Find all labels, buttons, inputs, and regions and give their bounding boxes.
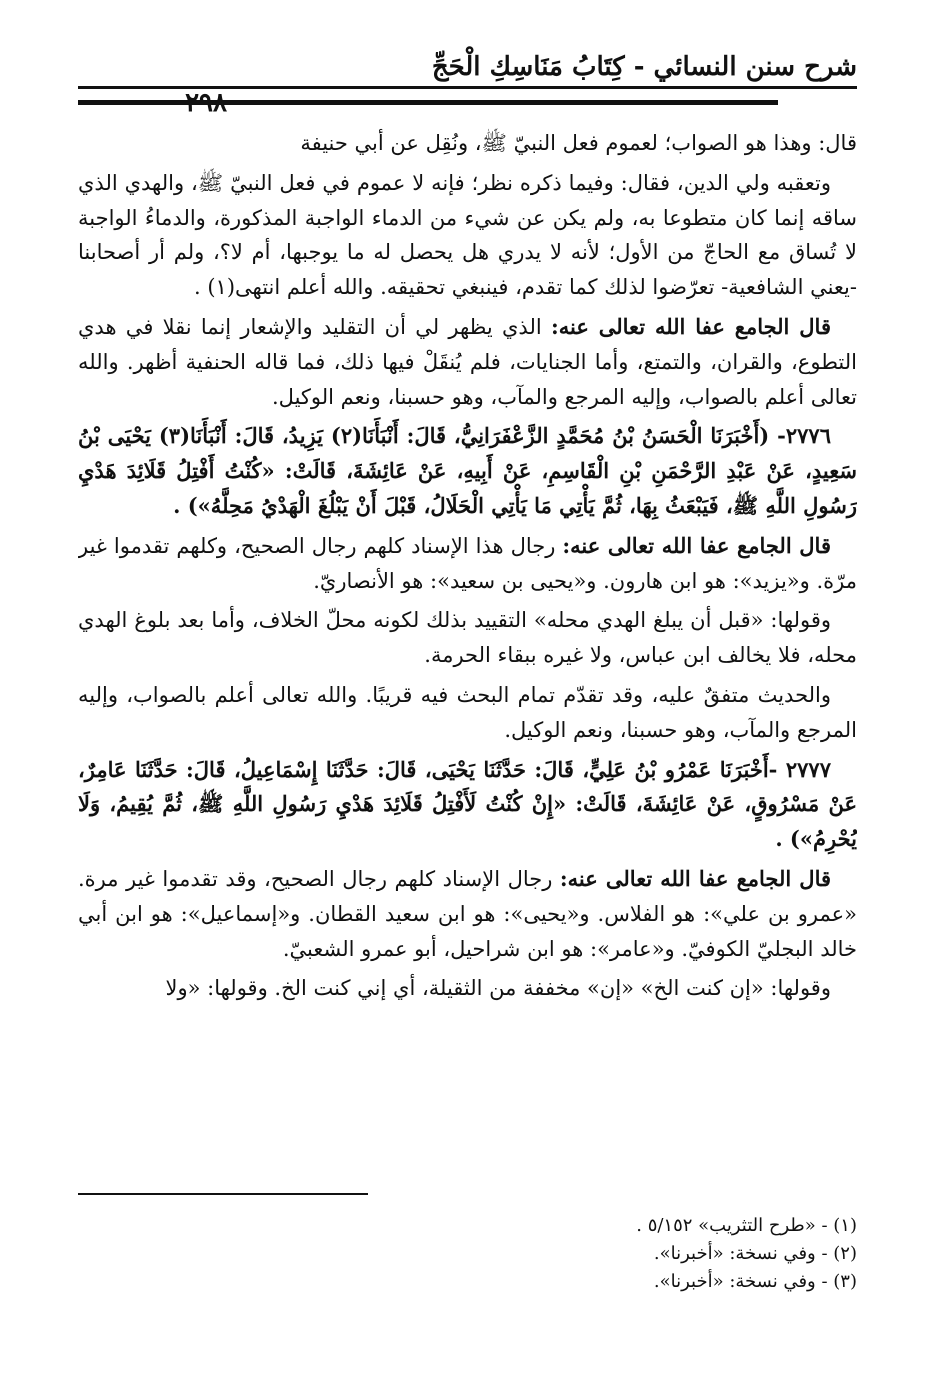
hadith-2777: ٢٧٧٧ -أَخْبَرَنَا عَمْرُو بْنُ عَلِيٍّ، قَالَ: حَدَّثَنَا يَحْيَى، قَالَ: حَدَّثَنَا إِسْمَاعِيلُ، قَالَ: حَدَّثَنَا عَامِرٌ، عَنْ مَسْرُوقٍ، عَنْ عَائِشَةَ، قَالَتْ: «إِنْ كُنْتُ لَأَفْتِلُ قَلَائِدَ هَدْيِ رَسُولِ اللَّهِ ﷺ، ثُمَّ يُقِيمُ، وَلَا يُحْرِمُ») . (78, 756, 857, 852)
paragraph-quote-continuation: قال: وهذا هو الصواب؛ لعموم فعل النبيّ ﷺ، ونُقِل عن أبي حنيفة (300, 131, 857, 155)
running-header: شرح سنن النسائي - كِتَابُ مَنَاسِكِ الْحَجِّ (431, 52, 857, 82)
compiler-comment-2-text: رجال هذا الإسناد كلهم رجال الصحيح، وكلهم تقدموا غير مرّة. و«يزيد»: هو ابن هارون. و«يحيى بن سعيد»: هو الأنصاريّ. (78, 533, 857, 593)
footnotes (78, 1212, 857, 1296)
paragraph-explanation-1: وقولها: «قبل أن يبلغ الهدي محله» التقييد بذلك لكونه محلّ الخلاف، وأما بعد بلوغ الهدي محله، فلا يخالف ابن عباس، ولا غيره ببقاء الحرمة. (78, 608, 857, 668)
footnote-3: (٣) - وفي نسخة: «أخبرنا». (653, 1271, 857, 1292)
paragraph-conclusion: والحديث متفقٌ عليه، وقد تقدّم تمام البحث فيه قريبًا. والله تعالى أعلم بالصواب، وإليه المرجع والمآب، وهو حسبنا، ونعم الوكيل. (78, 682, 857, 742)
page-number-bar (78, 100, 778, 105)
footnote-2: (٢) - وفي نسخة: «أخبرنا». (653, 1243, 857, 1264)
paragraph-wali-aldin-critique: وتعقبه ولي الدين، فقال: وفيما ذكره نظر؛ فإنه لا عموم في فعل النبيّ ﷺ، والهدي الذي ساقه إنما كان متطوعا به، ولم يكن عن شيء من الدماء الواجبة المذكورة، والدماءُ الواجبة لا تُساق مع الحاجّ من الأول؛ لأنه لا يدري هل يحصل له ما يوجبها، أم لا؟، ولم أر أصحابنا -يعني الشافعية- تعرّضوا لذلك كما تقدم، فينبغي تحقيقه. والله أعلم انتهى(١) . (78, 170, 857, 300)
paragraph-compiler-comment-2 (78, 529, 857, 599)
compiler-lead-1: قال الجامع عفا الله تعالى عنه: (550, 313, 831, 339)
hadith-2776: ٢٧٧٦- (أَخْبَرَنَا الْحَسَنُ بْنُ مُحَمَّدٍ الزَّعْفَرَانِيُّ، قَالَ: أَنْبَأَنَا(٢) يَزِيدُ، قَالَ: أَنْبَأَنَا(٣) يَحْيَى بْنُ سَعِيدٍ، عَنْ عَبْدِ الرَّحْمَنِ بْنِ الْقَاسِمِ، عَنْ أَبِيهِ، عَنْ عَائِشَةَ، قَالَتْ: «كُنْتُ أَفْتِلُ قَلَائِدَ هَدْيِ رَسُولِ اللَّهِ ﷺ، فَيَبْعَثُ بِهَا، ثُمَّ يَأْتِي مَا يَأْتِي الْحَلَالُ، قَبْلَ أَنْ يَبْلُغَ الْهَدْيُ مَحِلَّهُ») . (78, 423, 857, 518)
compiler-comment-1-text: الذي يظهر لي أن التقليد والإشعار إنما نقلا في هدي التطوع، والقران، والتمتع، وأما الجنايات، فلم يُنقَلْ فيها ذلك، فما قاله الحنفية أظهر. والله تعالى أعلم بالصواب، وإليه المرجع والمآب، وهو حسبنا، ونعم الوكيل. (78, 314, 857, 409)
page-number: ٢٩٨ (185, 88, 227, 118)
compiler-comment-3-text: رجال الإسناد كلهم رجال الصحيح، وقد تقدموا غير مرة. «عمرو بن علي»: هو الفلاس. و«يحيى»: هو ابن سعيد القطان. و«إسماعيل»: هو ابن أبي خالد البجليّ الكوفيّ. و«عامر»: هو ابن شراحيل، أبو عمرو الشعبيّ. (78, 866, 857, 961)
compiler-lead-2: قال الجامع عفا الله تعالى عنه: (562, 532, 831, 558)
footnote-rule (78, 1193, 368, 1195)
footnote-1: (١) - «طرح التثريب» ٥/١٥٢ . (636, 1215, 857, 1236)
paragraph-explanation-2: وقولها: «إن كنت الخ» «إن» مخففة من الثقيلة، أي إني كنت الخ. وقولها: «ولا (165, 976, 831, 1001)
main-text (78, 126, 857, 1181)
compiler-lead-3: قال الجامع عفا الله تعالى عنه: (559, 865, 832, 891)
paragraph-compiler-comment-3 (78, 862, 857, 966)
paragraph-compiler-comment-1 (78, 310, 857, 414)
